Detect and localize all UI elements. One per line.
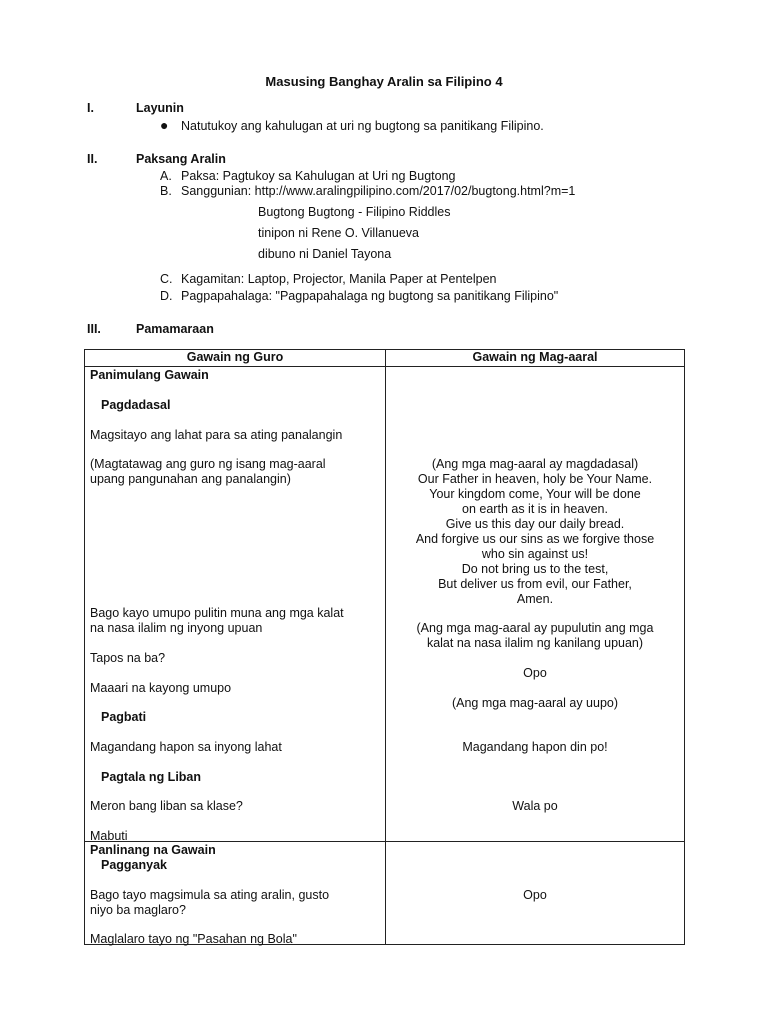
student-line: (Ang mga mag-aaral ay pupulutin ang mga: [416, 621, 654, 635]
teacher-line: (Magtatawag ang guro ng isang mag-aaral: [90, 457, 326, 471]
activity-subheading: Pagganyak: [101, 858, 168, 872]
prayer-line: Do not bring us to the test,: [461, 562, 609, 576]
student-line: Opo: [523, 888, 547, 902]
prayer-line: Your kingdom come, Your will be done: [429, 487, 641, 501]
prayer-line: Amen.: [516, 592, 554, 606]
section-3-heading: Pamamaraan: [136, 322, 214, 336]
teacher-line: na nasa ilalim ng inyong upuan: [90, 621, 263, 635]
prayer-line: Give us this day our daily bread.: [445, 517, 625, 531]
activity-subheading: Pagbati: [101, 710, 147, 724]
document-title: Masusing Banghay Aralin sa Filipino 4: [265, 74, 503, 89]
reference-line: tinipon ni Rene O. Villanueva: [258, 226, 419, 240]
item-sanggunian: Sanggunian: http://www.aralingpilipino.com/2017/02/bugtong.html?m=1: [181, 184, 576, 198]
section-3-numeral: III.: [87, 322, 101, 336]
student-line: Opo: [523, 666, 547, 680]
item-pagpapahalaga: Pagpapahalaga: "Pagpapahalaga ng bugtong sa panitikang Filipino": [181, 289, 559, 303]
objective-text: Natutukoy ang kahulugan at uri ng bugtong sa panitikang Filipino.: [181, 119, 544, 133]
teacher-line: Maglalaro tayo ng "Pasahan ng Bola": [90, 932, 297, 946]
teacher-line: Magandang hapon sa inyong lahat: [90, 740, 282, 754]
prayer-line: But deliver us from evil, our Father,: [438, 577, 632, 591]
teacher-line: Bago tayo magsimula sa ating aralin, gusto: [90, 888, 330, 902]
section-1-numeral: I.: [87, 101, 94, 115]
item-kagamitan: Kagamitan: Laptop, Projector, Manila Paper at Pentelpen: [181, 272, 497, 286]
reference-line: Bugtong Bugtong - Filipino Riddles: [258, 205, 451, 219]
activity-heading: Panlinang na Gawain: [90, 843, 216, 857]
student-line: Magandang hapon din po!: [462, 740, 608, 754]
item-letter-c: C.: [160, 272, 173, 286]
teacher-line: niyo ba maglaro?: [90, 903, 186, 917]
item-letter-d: D.: [160, 289, 173, 303]
teacher-line: upang pangunahan ang panalangin): [90, 472, 291, 486]
students-cell: [386, 367, 685, 842]
teacher-cell: [85, 367, 386, 842]
activity-heading: Panimulang Gawain: [90, 368, 209, 382]
prayer-line: And forgive us our sins as we forgive those: [415, 532, 655, 546]
section-2-numeral: II.: [87, 152, 98, 166]
teacher-line: Meron bang liban sa klase?: [90, 799, 243, 813]
prayer-line: who sin against us!: [481, 547, 589, 561]
table-row: [85, 367, 685, 842]
student-line: (Ang mga mag-aaral ay magdadasal): [431, 457, 639, 471]
teacher-line: Bago kayo umupo pulitin muna ang mga kalat: [90, 606, 344, 620]
table-row: [85, 842, 685, 945]
table-header-students: Gawain ng Mag-aaral: [386, 350, 685, 367]
student-line: Wala po: [512, 799, 558, 813]
section-1-heading: Layunin: [136, 101, 184, 115]
student-line: kalat na nasa ilalim ng kanilang upuan): [426, 636, 644, 650]
item-letter-a: A.: [160, 169, 172, 183]
student-line: (Ang mga mag-aaral ay uupo): [451, 696, 619, 710]
bullet-icon: ●: [160, 117, 169, 133]
item-paksa: Paksa: Pagtukoy sa Kahulugan at Uri ng Bugtong: [181, 169, 456, 183]
item-letter-b: B.: [160, 184, 172, 198]
teacher-line: Magsitayo ang lahat para sa ating panalangin: [90, 428, 343, 442]
students-cell: [386, 842, 685, 945]
teacher-line: Tapos na ba?: [90, 651, 166, 665]
teacher-cell: [85, 842, 386, 945]
teacher-line: Mabuti: [90, 829, 128, 843]
prayer-line: Our Father in heaven, holy be Your Name.: [417, 472, 653, 486]
table-header-teacher: Gawain ng Guro: [85, 350, 386, 367]
teacher-line: Maaari na kayong umupo: [90, 681, 232, 695]
activity-subheading: Pagdadasal: [101, 398, 171, 412]
section-2-heading: Paksang Aralin: [136, 152, 226, 166]
procedure-table: [84, 349, 685, 945]
reference-line: dibuno ni Daniel Tayona: [258, 247, 392, 261]
prayer-line: on earth as it is in heaven.: [462, 502, 608, 516]
activity-subheading: Pagtala ng Liban: [101, 770, 202, 784]
